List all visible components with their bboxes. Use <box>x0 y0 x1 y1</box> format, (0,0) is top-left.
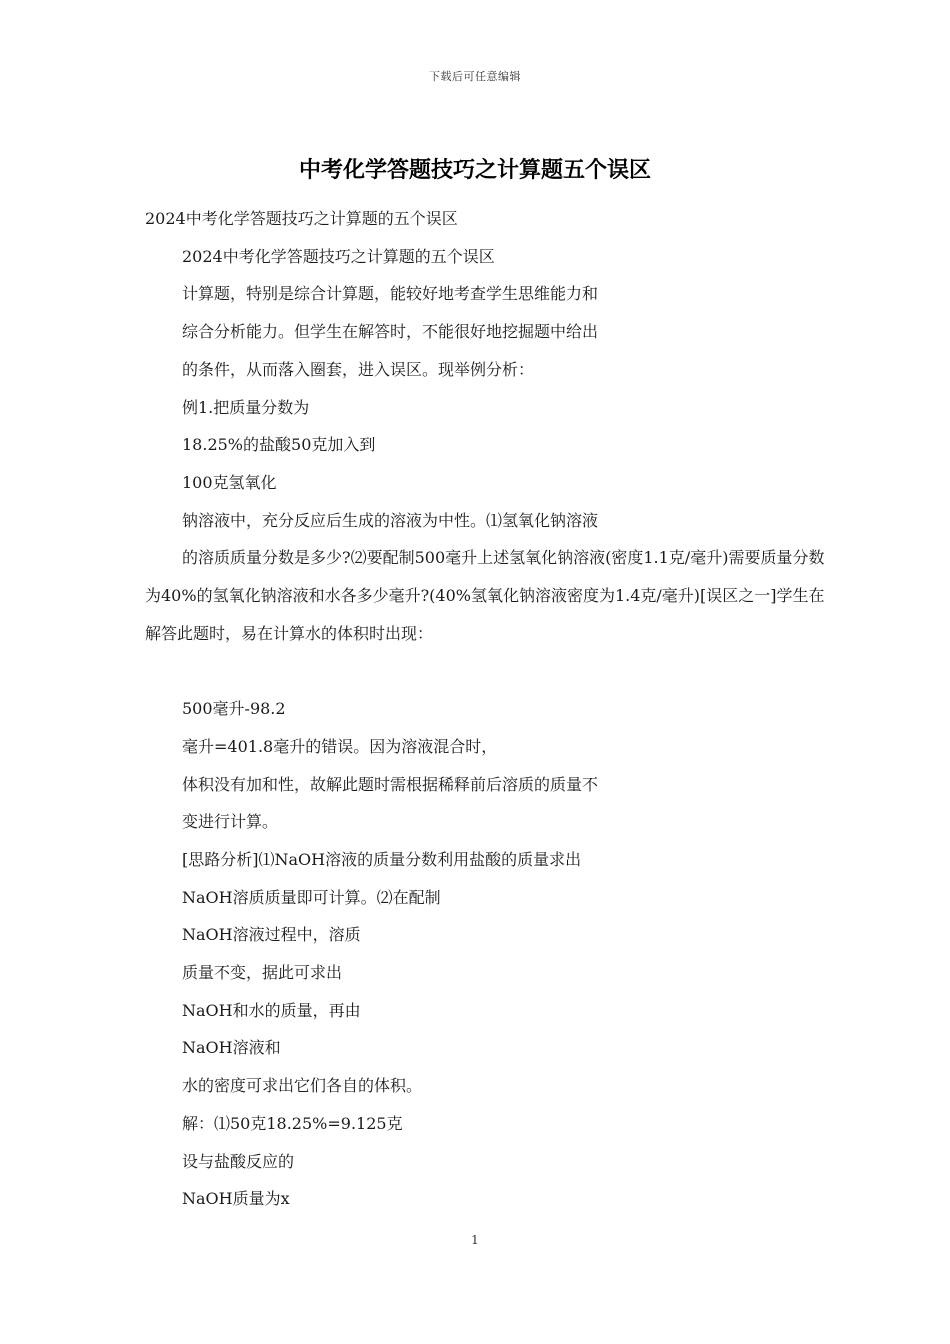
paragraph-line: 解：⑴50克18.25%=9.125克 <box>182 1113 403 1133</box>
page-header-note: 下载后可任意编辑 <box>429 70 521 83</box>
paragraph-line: 综合分析能力。但学生在解答时，不能很好地挖掘题中给出 <box>182 322 599 342</box>
paragraph-line: NaOH质量为x <box>182 1189 290 1209</box>
paragraph-line: 100克氢氧化 <box>182 472 277 492</box>
paragraph-line: 的条件，从而落入圈套，进入误区。现举例分析： <box>182 359 535 379</box>
question-paragraph: 的溶质质量分数是多少?⑵要配制500毫升上述氢氧化钠溶液(密度1.1克/毫升)需要质量分数为40%的氢氧化钠溶液和水各多少毫升?(40%氢氧化钠溶液密度为1.4克/毫升)[误区之一]学生在解答此题时，易在计算水的体积时出现： <box>145 548 825 643</box>
paragraph-line: 例1.把质量分数为 <box>182 397 310 417</box>
paragraph-line: 2024中考化学答题技巧之计算题的五个误区 <box>182 246 495 266</box>
subtitle-line: 2024中考化学答题技巧之计算题的五个误区 <box>145 209 458 228</box>
paragraph-line: 钠溶液中，充分反应后生成的溶液为中性。⑴氢氧化钠溶液 <box>182 510 599 530</box>
paragraph-line: NaOH溶液过程中，溶质 <box>182 925 361 945</box>
page-number: 1 <box>471 1233 479 1247</box>
paragraph-line: 500毫升-98.2 <box>182 699 286 719</box>
paragraph-line: 质量不变，据此可求出 <box>182 963 343 983</box>
paragraph-line: NaOH溶质质量即可计算。⑵在配制 <box>182 887 441 907</box>
paragraph-line: [思路分析]⑴NaOH溶液的质量分数利用盐酸的质量求出 <box>182 849 582 869</box>
paragraph-line: 毫升=401.8毫升的错误。因为溶液混合时， <box>182 736 498 756</box>
paragraph-line: 计算题，特别是综合计算题，能较好地考查学生思维能力和 <box>182 284 599 304</box>
paragraph-line: 水的密度可求出它们各自的体积。 <box>182 1076 423 1096</box>
paragraph-line: 变进行计算。 <box>182 812 279 832</box>
document-body <box>145 200 825 1218</box>
paragraph-line: NaOH和水的质量，再由 <box>182 1000 361 1020</box>
document-title: 中考化学答题技巧之计算题五个误区 <box>298 157 651 183</box>
paragraph-line: NaOH溶液和 <box>182 1038 281 1058</box>
paragraph-line: 设与盐酸反应的 <box>182 1151 295 1171</box>
blank-line <box>145 652 825 690</box>
paragraph-line: 体积没有加和性，故解此题时需根据稀释前后溶质的质量不 <box>182 774 599 794</box>
paragraph-line: 18.25%的盐酸50克加入到 <box>182 435 376 455</box>
